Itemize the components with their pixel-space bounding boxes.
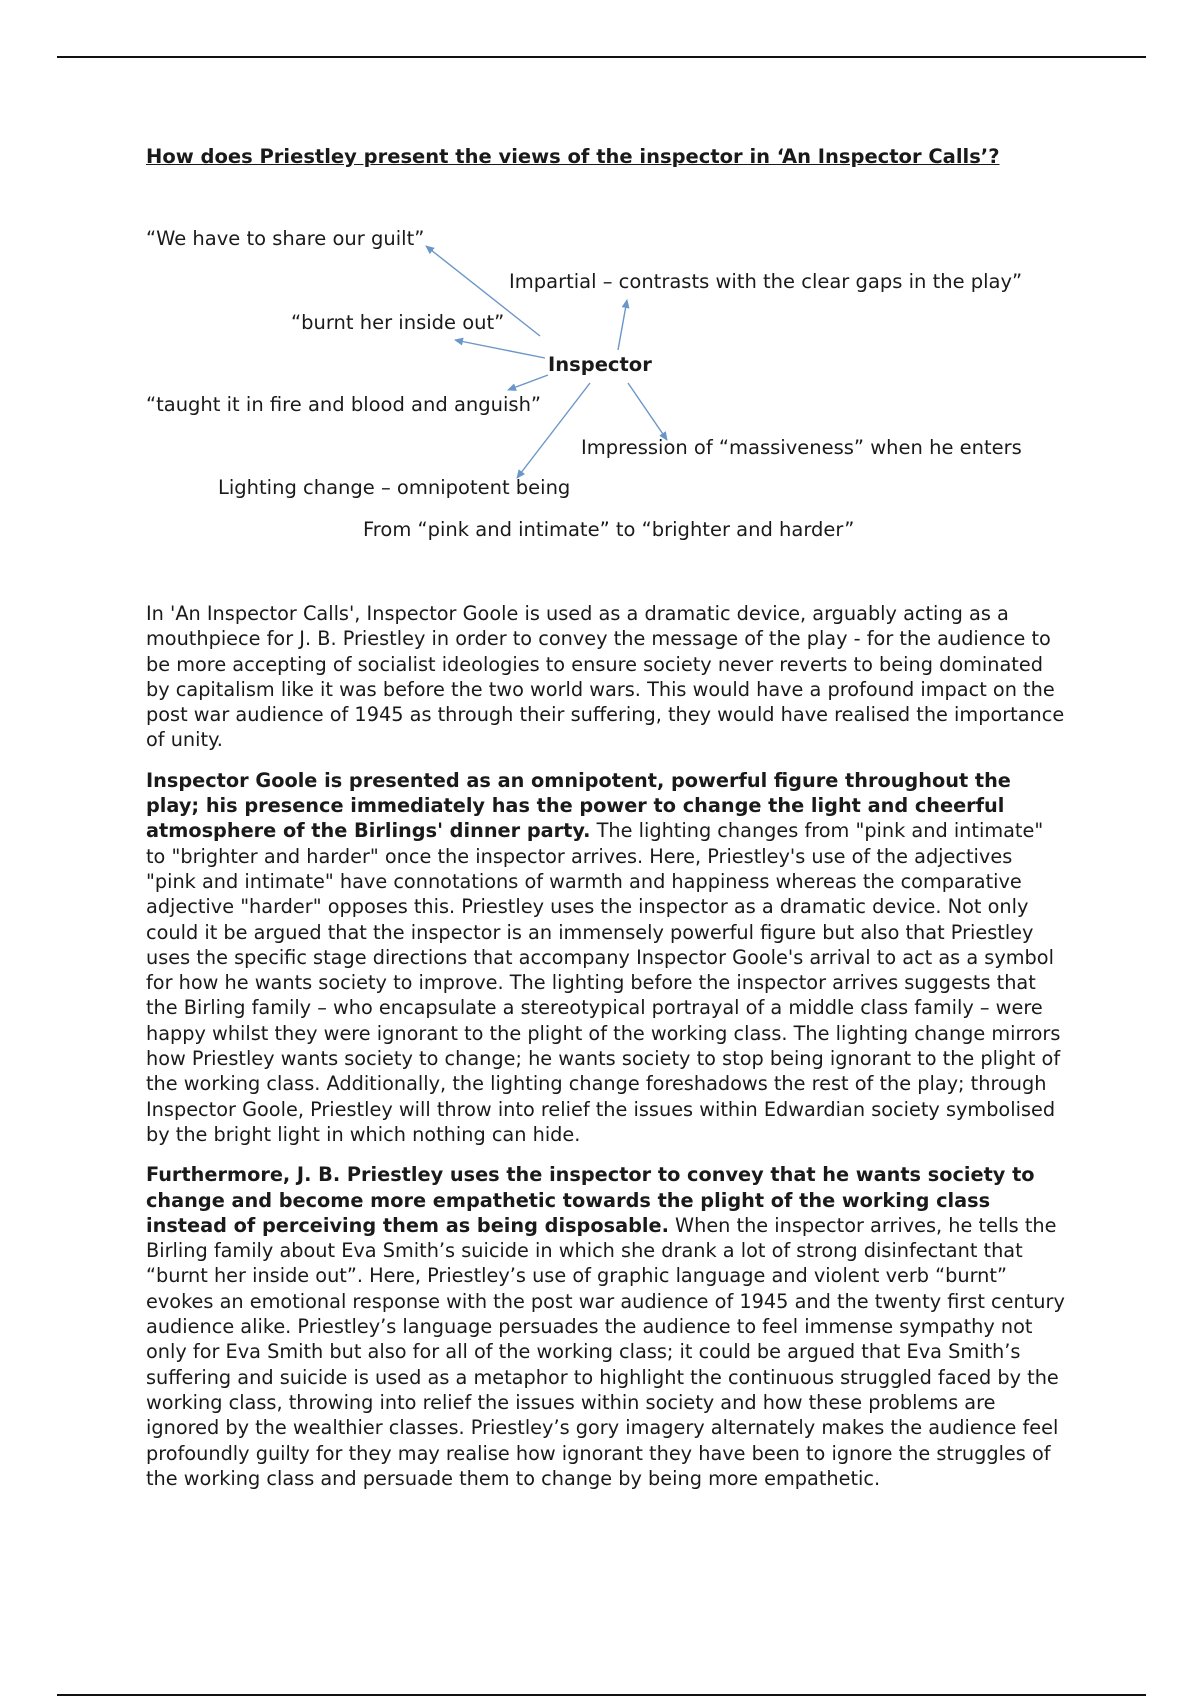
node-impartial: Impartial – contrasts with the clear gaps in the play” (509, 270, 1023, 293)
paragraph-text: The lighting changes from "pink and intimate" to "brighter and harder" once the inspector arrives. Here, Priestley's use of the adjectives "pink and intimate" have connotations of warmth and happiness whereas the comparative adjective "harder" opposes this. Priestley uses the inspector as a dramatic device. Not only could it be argued that the inspector is an immensely powerful figure but also that Priestley uses the specific stage directions that accompany Inspector Goole's arrival to act as a symbol for how he wants society to improve. The lighting before the inspector arrives suggests that the Birling family – who encapsulate a stereotypical portrayal of a middle class family – were happy whilst they were ignorant to the plight of the working class. The lighting change mirrors how Priestley wants society to change; he wants society to stop being ignorant to the plight of the working class. Additionally, the lighting change foreshadows the rest of the play; through Inspector Goole, Priestley will throw into relief the issues within Edwardian society symbolised by the bright light in which nothing can hide. (146, 819, 1061, 1146)
paragraph-empathy (146, 1162, 1066, 1491)
arrow-burnt (455, 340, 545, 358)
node-massiveness: Impression of “massiveness” when he enters (581, 436, 1022, 459)
mind-map (0, 0, 1200, 560)
node-burnt: “burnt her inside out” (291, 311, 505, 334)
node-share-guilt: “We have to share our guilt” (146, 227, 425, 250)
paragraph-intro (146, 601, 1066, 753)
paragraph-text: In 'An Inspector Calls', Inspector Goole is used as a dramatic device, arguably acting as a mouthpiece for J. B. Priestley in order to convey the message of the play - for the audience to be more accepting of socialist ideologies to ensure society never reverts to being dominated by capitalism like it was before the two world wars. This would have a profound impact on the post war audience of 1945 as through their suffering, they would have realised the importance of unity. (146, 602, 1065, 752)
paragraph-text: When the inspector arrives, he tells the Birling family about Eva Smith’s suicide in which she drank a lot of strong disinfectant that “burnt her inside out”. Here, Priestley’s use of graphic language and violent verb “burnt” evokes an emotional response with the post war audience of 1945 and the twenty first century audience alike. Priestley’s language persuades the audience to feel immense sympathy not only for Eva Smith but also for all of the working class; it could be argued that Eva Smith’s suffering and suicide is used as a metaphor to highlight the continuous struggled faced by the working class, throwing into relief the issues within society and how these problems are ignored by the wealthier classes. Priestley’s gory imagery alternately makes the audience feel profoundly guilty for they may realise how ignorant they have been to ignore the struggles of the working class and persuade them to change by being more empathetic. (146, 1213, 1065, 1490)
node-fire-blood: “taught it in fire and blood and anguish” (146, 393, 542, 416)
document-title: How does Priestley present the views of the inspector in ‘An Inspector Calls’? (146, 145, 1000, 168)
paragraph-lighting (146, 768, 1066, 1147)
node-lighting: Lighting change – omnipotent being (218, 476, 571, 499)
mind-map-center: Inspector (548, 353, 652, 376)
paragraph-lead: Inspector Goole is presented as an omnipotent, powerful figure throughout the play; his presence immediately has the power to change the light and cheerful atmosphere of the Birlings' dinner party. (146, 768, 1011, 843)
arrow-fire-blood (508, 375, 548, 390)
node-pink-intimate: From “pink and intimate” to “brighter and harder” (363, 518, 855, 541)
essay-body (146, 601, 1066, 1506)
paragraph-lead: Furthermore, J. B. Priestley uses the inspector to convey that he wants society to change and become more empathetic towards the plight of the working class instead of perceiving them as being disposable. (146, 1163, 1035, 1237)
arrow-impartial (618, 300, 627, 350)
arrow-massiveness (628, 383, 667, 440)
bottom-rule (57, 1694, 1146, 1696)
